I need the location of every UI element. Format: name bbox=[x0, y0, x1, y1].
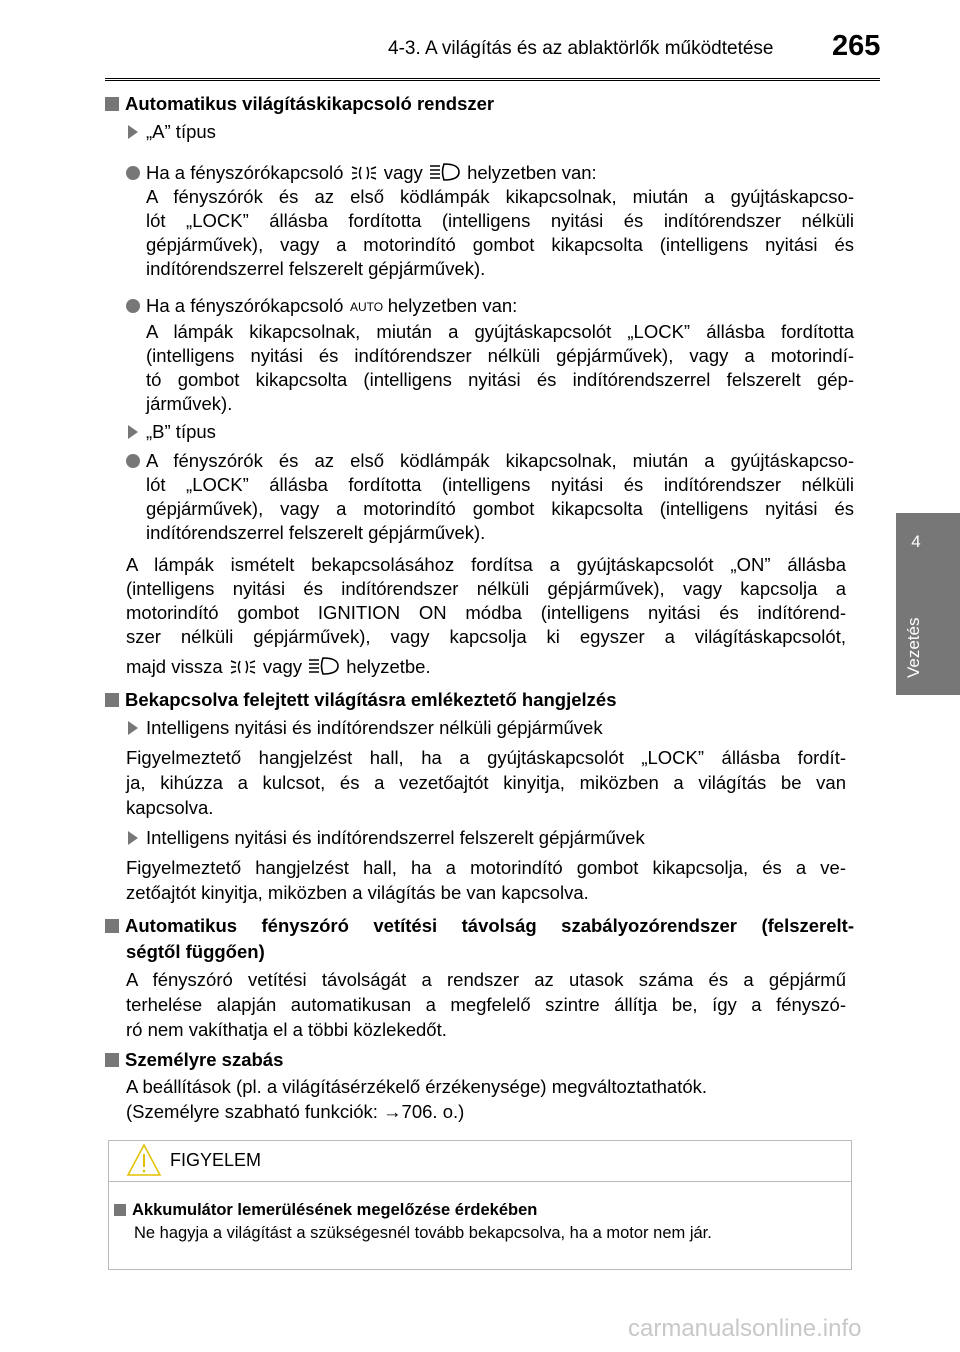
section-heading-leveling-1: Automatikus fényszóró vetítési távolság szabályozórendszer (felszerelt- bbox=[105, 914, 854, 938]
bullet-item-2-line-1: Ha a fényszórókapcsoló AUTO helyzetben van: bbox=[126, 294, 517, 318]
chapter-label: Vezetés bbox=[904, 617, 923, 678]
svg-text:AUTO: AUTO bbox=[349, 300, 383, 314]
bullet-item-2-line-5: járművek). bbox=[146, 393, 233, 414]
triangle-bullet-icon bbox=[128, 125, 138, 139]
section-heading-auto-off: Automatikus világításkikapcsoló rendszer bbox=[105, 92, 494, 116]
square-bullet-icon bbox=[105, 1053, 119, 1067]
bullet-item-1-line-4: gépjárművek), vagy a motorindító gombot kikapcsolta (intelligens nyitási és bbox=[146, 234, 854, 255]
para-1-line-3: motorindító gombot IGNITION ON módba (intelligens nyitási és indítórend- bbox=[126, 602, 846, 623]
page-number: 265 bbox=[832, 30, 881, 62]
triangle-bullet-icon bbox=[128, 721, 138, 735]
section-heading-leveling-2: ségtől függően) bbox=[126, 941, 265, 962]
para-2-line-3: kapcsolva. bbox=[126, 797, 214, 818]
para-4-line-2: terhelése alapján automatikusan a megfelelő szintre állítja be, így a fényszó- bbox=[126, 994, 846, 1015]
bullet-item-1-line-5: indítórendszerrel felszerelt gépjárművek). bbox=[146, 258, 486, 279]
header-rule-secondary bbox=[105, 80, 880, 81]
auto-light-icon bbox=[349, 297, 383, 315]
header-title: 4-3. A világítás és az ablaktörlők működtetése bbox=[388, 38, 774, 59]
para-2-line-2: ja, kihúzza a kulcsot, és a vezetőajtót kinyitja, miközben a világítás be van bbox=[126, 772, 846, 793]
para-4-line-1: A fényszóró vetítési távolságát a rendszer az utasok száma és a gépjármű bbox=[126, 969, 846, 990]
header-rule bbox=[105, 78, 880, 79]
type-b-label: „B” típus bbox=[128, 420, 216, 444]
para-1-line-2: (intelligens nyitási és indítórendszer nélküli gépjárművek), vagy kapcsolja a bbox=[126, 578, 846, 599]
bullet-item-3-line-3: gépjárművek), vagy a motorindító gombot kikapcsolta (intelligens nyitási és bbox=[146, 498, 854, 519]
square-bullet-icon bbox=[105, 919, 119, 933]
warning-title: FIGYELEM bbox=[170, 1150, 262, 1170]
para-3-line-2: zetőajtót kinyitja, miközben a világítás be van kapcsolva. bbox=[126, 882, 589, 903]
para-3-line-1: Figyelmeztető hangjelzést hall, ha a motorindító gombot kikapcsolja, és a ve- bbox=[126, 857, 846, 878]
para-2-line-1: Figyelmeztető hangjelzést hall, ha a gyújtáskapcsolót „LOCK” állásba fordít- bbox=[126, 747, 846, 768]
para-1-line-4: szer nélküli gépjárművek), vagy kapcsolja ki egyszer a világításkapcsolót, bbox=[126, 626, 846, 647]
type-a-label: „A” típus bbox=[128, 120, 216, 144]
parking-light-icon bbox=[228, 658, 258, 676]
circle-bullet-icon bbox=[126, 166, 140, 180]
triangle-bullet-icon bbox=[128, 425, 138, 439]
bullet-item-2-line-3: (intelligens nyitási és indítórendszer nélküli gépjárművek), vagy a motorindí- bbox=[146, 345, 854, 366]
parking-light-icon bbox=[349, 164, 379, 182]
para-5-line-2: (Személyre szabható funkciók: →706. o.) bbox=[126, 1101, 465, 1122]
headlight-icon bbox=[307, 656, 341, 676]
headlight-icon bbox=[428, 162, 462, 182]
bullet-item-1-line-2: A fényszórók és az első ködlámpák kikapcsolnak, miután a gyújtáskapcso- bbox=[146, 186, 854, 207]
chapter-number: 4 bbox=[911, 532, 921, 551]
warning-text: Ne hagyja a világítást a szükségesnél tovább bekapcsolva, ha a motor nem jár. bbox=[134, 1224, 712, 1242]
warning-divider bbox=[109, 1181, 851, 1182]
square-bullet-icon bbox=[114, 1204, 126, 1216]
circle-bullet-icon bbox=[126, 299, 140, 313]
bullet-item-2-line-2: A lámpák kikapcsolnak, miután a gyújtáskapcsolót „LOCK” állásba fordította bbox=[146, 321, 854, 342]
subheading-no-smart-entry: Intelligens nyitási és indítórendszer nélküli gépjárművek bbox=[128, 716, 603, 740]
warning-subheading: Akkumulátor lemerülésének megelőzése érdekében bbox=[114, 1201, 537, 1220]
bullet-item-3-line-4: indítórendszerrel felszerelt gépjárművek). bbox=[146, 522, 486, 543]
square-bullet-icon bbox=[105, 693, 119, 707]
warning-triangle-icon bbox=[126, 1143, 162, 1177]
bullet-item-3-line-1: A fényszórók és az első ködlámpák kikapcsolnak, miután a gyújtáskapcso- bbox=[126, 449, 854, 473]
para-1-line-1: A lámpák ismételt bekapcsolásához fordítsa a gyújtáskapcsolót „ON” állásba bbox=[126, 554, 846, 575]
bullet-item-3-line-2: lót „LOCK” állásba fordította (intelligens nyitási és indítórendszer nélküli bbox=[146, 474, 854, 495]
para-5-line-1: A beállítások (pl. a világításérzékelő érzékenysége) megváltoztathatók. bbox=[126, 1076, 708, 1097]
triangle-bullet-icon bbox=[128, 831, 138, 845]
section-heading-reminder: Bekapcsolva felejtett világításra emlékeztető hangjelzés bbox=[105, 688, 617, 712]
para-4-line-3: ró nem vakíthatja el a többi közlekedőt. bbox=[126, 1019, 447, 1040]
para-1-line-5: majd vissza vagy helyzetbe. bbox=[126, 656, 431, 677]
bullet-item-1-line-3: lót „LOCK” állásba fordította (intelligens nyitási és indítórendszer nélküli bbox=[146, 210, 854, 231]
bullet-item-2-line-4: tó gombot kikapcsolta (intelligens nyitási és indítórendszerrel felszerelt gép- bbox=[146, 369, 854, 390]
square-bullet-icon bbox=[105, 97, 119, 111]
circle-bullet-icon bbox=[126, 454, 140, 468]
section-heading-customization: Személyre szabás bbox=[105, 1048, 283, 1072]
watermark: carmanualsonline.info bbox=[628, 1315, 862, 1342]
subheading-smart-entry: Intelligens nyitási és indítórendszerrel felszerelt gépjárművek bbox=[128, 826, 645, 850]
bullet-item-1-line-1: Ha a fényszórókapcsoló vagy helyzetben van: bbox=[126, 161, 597, 185]
